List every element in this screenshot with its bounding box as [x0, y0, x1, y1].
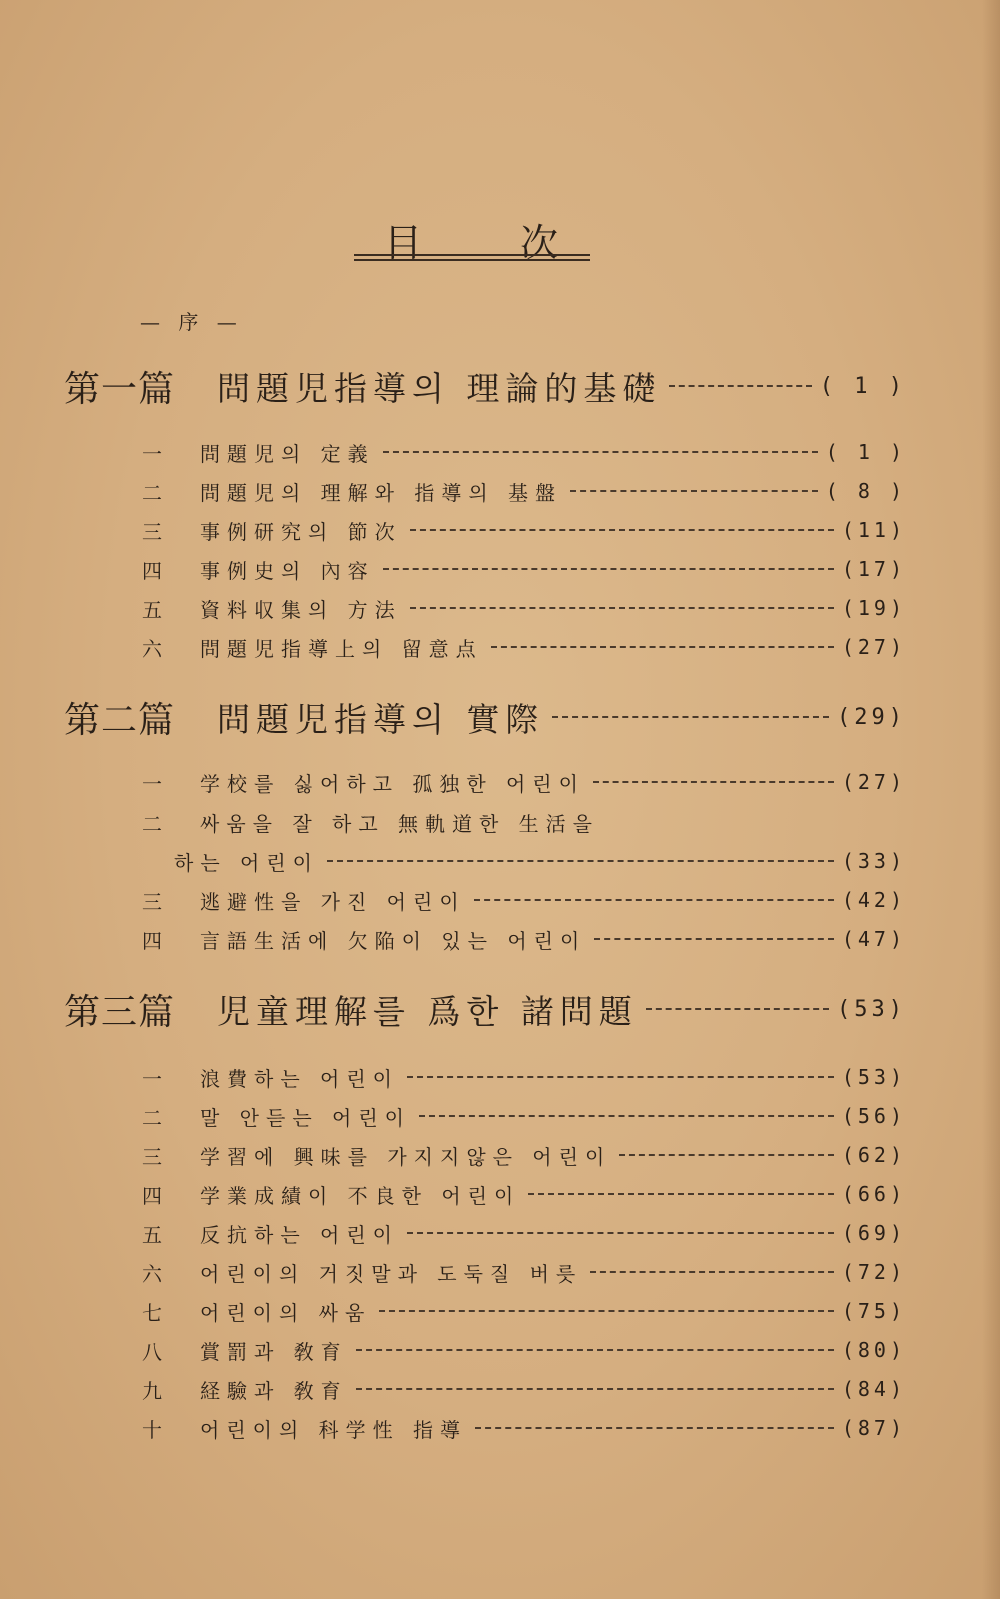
- dot-leader: [383, 451, 818, 453]
- entry-title-continuation: 하는 어린이: [174, 850, 319, 875]
- page-number: (53): [841, 1065, 906, 1089]
- toc-entry: [142, 514, 906, 546]
- part-title: 問題児指導의 實際: [217, 699, 545, 739]
- toc-entry: [142, 631, 906, 663]
- part-title: 問題児指導의 理論的基礎: [217, 368, 662, 408]
- page-number: (53): [837, 996, 906, 1022]
- dot-leader: [356, 1388, 834, 1390]
- entry-number: 八: [142, 1339, 162, 1364]
- entry-number: 五: [142, 597, 162, 622]
- page-number: (69): [841, 1221, 906, 1245]
- toc-entry: [142, 1217, 906, 1249]
- entry-title: 言語生活에 欠陥이 있는 어린이: [200, 928, 587, 953]
- page-number: (80): [841, 1338, 906, 1362]
- dot-leader: [593, 781, 834, 783]
- part-title: 児童理解를 爲한 諸問題: [217, 991, 638, 1031]
- entry-number: 一: [142, 1066, 162, 1091]
- toc-entry: [142, 1373, 906, 1405]
- entry-title: 事例史의 內容: [200, 558, 375, 583]
- page-number: (84): [841, 1377, 906, 1401]
- dot-leader: [594, 938, 834, 940]
- entry-number: 一: [142, 771, 162, 796]
- toc-entry-continuation: [174, 845, 906, 877]
- dot-leader: [491, 646, 834, 648]
- entry-number: 一: [142, 441, 162, 466]
- entry-title: 浪費하는 어린이: [200, 1066, 399, 1091]
- dot-leader: [619, 1154, 834, 1156]
- toc-entry: [142, 1100, 906, 1132]
- toc-title-right: 次: [519, 221, 560, 265]
- toc-entry: [142, 884, 906, 916]
- entry-number: 二: [142, 811, 162, 836]
- entry-number: 九: [142, 1378, 162, 1403]
- toc-title-left: 目: [384, 221, 425, 265]
- dot-leader: [327, 860, 834, 862]
- entry-number: 三: [142, 1144, 162, 1169]
- entry-title: 어린이의 싸움: [200, 1300, 372, 1325]
- part-number: 第一篇: [64, 368, 176, 410]
- dot-leader: [475, 1427, 834, 1429]
- entry-title: 学習에 興味를 가지지않은 어린이: [200, 1144, 612, 1169]
- entry-number: 四: [142, 928, 162, 953]
- dot-leader: [590, 1271, 834, 1273]
- entry-title: 싸움을 잘 하고 無軌道한 生活을: [200, 811, 599, 836]
- dot-leader: [407, 1232, 834, 1234]
- toc-entry: [142, 436, 906, 468]
- entry-title: 資料収集의 方法: [200, 597, 402, 622]
- page-number: (47): [841, 927, 906, 951]
- dot-leader: [419, 1115, 834, 1117]
- dot-leader: [407, 1076, 834, 1078]
- dot-leader: [356, 1349, 834, 1351]
- page-number: (42): [841, 888, 906, 912]
- entry-number: 三: [142, 519, 162, 544]
- part-heading-1: [64, 362, 906, 410]
- entry-title: 賞罰과 敎育: [200, 1339, 348, 1364]
- entry-number: 二: [142, 480, 162, 505]
- page-number: (75): [841, 1299, 906, 1323]
- part-number: 第三篇: [64, 991, 176, 1033]
- entry-title: 어린이의 거짓말과 도둑질 버릇: [200, 1261, 583, 1286]
- page-number: (19): [841, 596, 906, 620]
- toc-entry: [142, 1139, 906, 1171]
- dot-leader: [410, 529, 834, 531]
- entry-title: 学業成績이 不良한 어린이: [200, 1183, 521, 1208]
- page-number: (33): [841, 849, 906, 873]
- entry-title: 逃避性을 가진 어린이: [200, 889, 466, 914]
- entry-number: 四: [142, 558, 162, 583]
- page-edge-shadow: [982, 0, 1000, 1599]
- title-underline-bottom: [354, 259, 590, 261]
- toc-entry: [142, 1178, 906, 1210]
- dot-leader: [410, 607, 834, 609]
- toc-entry: [142, 766, 906, 798]
- page-number: ( 1 ): [825, 440, 906, 464]
- page-number: (11): [841, 518, 906, 542]
- page-number: (27): [841, 770, 906, 794]
- page-number: (66): [841, 1182, 906, 1206]
- part-heading-2: [64, 693, 906, 741]
- page-number: ( 1 ): [819, 373, 906, 399]
- entry-number: 二: [142, 1105, 162, 1130]
- page-number: (27): [841, 635, 906, 659]
- entry-title: 問題児의 理解와 指導의 基盤: [200, 480, 563, 505]
- toc-entry: [142, 475, 906, 507]
- page-number: (17): [841, 557, 906, 581]
- dot-leader: [379, 1310, 834, 1312]
- part-heading-3: [64, 985, 906, 1033]
- entry-number: 十: [142, 1417, 162, 1442]
- toc-entry: [142, 592, 906, 624]
- dot-leader: [552, 716, 829, 718]
- entry-number: 六: [142, 1261, 162, 1286]
- toc-entry: [142, 1256, 906, 1288]
- toc-entry: [142, 1061, 906, 1093]
- page-number: (87): [841, 1416, 906, 1440]
- dot-leader: [669, 385, 811, 387]
- toc-entry: [142, 806, 906, 838]
- entry-title: 問題児의 定義: [200, 441, 375, 466]
- dot-leader: [474, 899, 834, 901]
- page-number: (72): [841, 1260, 906, 1284]
- entry-title: 事例研究의 節次: [200, 519, 402, 544]
- dot-leader: [528, 1193, 834, 1195]
- toc-entry: [142, 1334, 906, 1366]
- page-number: (56): [841, 1104, 906, 1128]
- toc-entry: [142, 553, 906, 585]
- entry-title: 反抗하는 어린이: [200, 1222, 399, 1247]
- entry-number: 三: [142, 889, 162, 914]
- entry-title: 어린이의 科学性 指導: [200, 1417, 467, 1442]
- part-number: 第二篇: [64, 699, 176, 741]
- entry-number: 七: [142, 1300, 162, 1325]
- entry-title: 말 안듣는 어린이: [200, 1105, 411, 1130]
- page-number: (62): [841, 1143, 906, 1167]
- toc-entry: [142, 1295, 906, 1327]
- preface-label: — 序 —: [140, 310, 243, 334]
- title-underline-top: [354, 254, 590, 256]
- dot-leader: [383, 568, 834, 570]
- entry-title: 学校를 싫어하고 孤独한 어린이: [200, 771, 585, 796]
- page-number: ( 8 ): [825, 479, 906, 503]
- page-number: (29): [837, 704, 906, 730]
- toc-entry: [142, 923, 906, 955]
- dot-leader: [646, 1008, 829, 1010]
- entry-title: 経驗과 敎育: [200, 1378, 348, 1403]
- dot-leader: [570, 490, 818, 492]
- entry-title: 問題児指導上의 留意点: [200, 636, 483, 661]
- entry-number: 六: [142, 636, 162, 661]
- entry-number: 五: [142, 1222, 162, 1247]
- toc-entry: [142, 1412, 906, 1444]
- entry-number: 四: [142, 1183, 162, 1208]
